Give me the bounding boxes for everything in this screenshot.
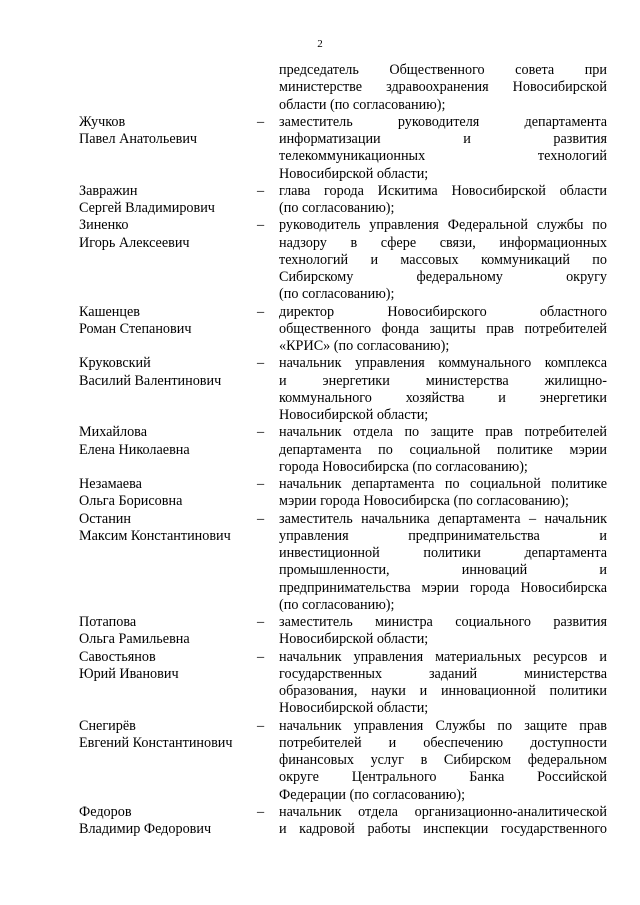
position-line: (по согласованию); [279,286,395,303]
member-given-names: Ольга Борисовна [79,493,183,510]
member-surname: Потапова [79,614,137,630]
member-given-names: Павел Анатольевич [79,131,198,147]
member-name [79,183,254,218]
member-surname: Снегирёв [79,717,136,734]
separator-dash: – [257,648,265,665]
member-given-names: Игорь Алексеевич [79,234,190,251]
position-line: округе Центрального Банка Российской [279,769,607,786]
position-line: управления предпринимательства и [279,527,607,544]
member-name [79,114,254,149]
separator-dash: – [257,182,265,199]
member-surname: Останин [79,510,131,527]
position-line: Новосибирской области; [279,631,429,648]
member-position [279,649,607,718]
member-surname: Зиненко [79,217,129,234]
member-position [279,424,607,476]
position-line: начальник отдела по защите прав потребителей [279,424,607,441]
member-position [279,804,607,839]
member-name [79,614,254,649]
position-line: Новосибирской области; [279,165,429,182]
member-position [279,62,607,114]
member-surname: Завражин [79,182,138,199]
member-entry [0,304,640,356]
position-line: коммунального хозяйства и энергетики [279,389,607,406]
position-line: финансовых услуг в Сибирском федеральном [279,752,607,768]
position-line: государственных заданий министерства [279,665,607,682]
separator-dash: – [257,510,265,527]
position-line: образования, науки и инновационной политики [279,683,607,699]
position-line: города Новосибирска (по согласованию); [279,458,528,475]
member-name [79,476,254,511]
member-given-names: Елена Николаевна [79,441,190,458]
separator-dash: – [257,355,265,372]
separator-dash: – [257,113,265,130]
member-given-names: Юрий Иванович [79,665,179,682]
commission-members-list [0,62,640,838]
position-line: Новосибирской области; [279,700,429,717]
position-line: (по согласованию); [279,200,395,216]
member-position [279,476,607,511]
member-surname: Жучков [79,113,126,130]
member-position [279,511,607,615]
position-line: начальник управления коммунального комплекса [279,355,607,372]
position-line: начальник управления материальных ресурсов и [279,648,607,665]
position-line: надзору в сфере связи, информационных [279,234,607,251]
member-position [279,217,607,303]
position-line: и энергетики министерства жилищно- [279,372,607,389]
position-line: руководитель управления Федеральной службы по [279,217,607,234]
member-given-names: Роман Степанович [79,320,192,337]
separator-dash: – [257,717,265,734]
position-line: Сибирскому федеральному округу [279,269,607,285]
position-line: информатизации и развития [279,131,607,147]
position-line: мэрии города Новосибирска (по согласованию); [279,493,569,510]
position-line: глава города Искитима Новосибирской области [279,182,607,199]
separator-dash: – [257,476,265,492]
member-name [79,718,254,753]
member-given-names: Ольга Рамильевна [79,631,190,648]
member-name [79,424,254,459]
member-entry [0,424,640,476]
member-surname: Савостьянов [79,648,156,665]
member-entry [0,476,640,511]
separator-dash: – [257,614,265,630]
position-line: заместитель руководителя департамента [279,113,607,130]
separator-dash: – [257,217,265,234]
member-name [79,804,254,839]
member-given-names: Владимир Федорович [79,821,212,837]
position-line: потребителей и обеспечению доступности [279,734,607,751]
member-surname: Кашенцев [79,303,140,320]
member-position [279,614,607,649]
member-surname: Михайлова [79,424,147,441]
member-given-names: Сергей Владимирович [79,200,215,216]
member-entry [0,217,640,303]
member-entry [0,804,640,839]
member-surname: Незамаева [79,476,142,492]
member-position [279,114,607,183]
position-line: председатель Общественного совета при [279,62,607,78]
position-line: промышленности, инноваций и [279,562,607,579]
position-line: заместитель министра социального развития [279,614,607,630]
member-entry [0,183,640,218]
member-position [279,718,607,804]
member-entry [0,718,640,804]
member-entry [0,511,640,615]
separator-dash: – [257,303,265,320]
member-given-names: Евгений Константинович [79,734,233,751]
position-line: начальник департамента по социальной политике [279,476,607,492]
member-name [79,511,254,546]
position-line: начальник управления Службы по защите прав [279,717,607,734]
separator-dash: – [257,803,265,820]
position-line: «КРИС» (по согласованию); [279,338,450,354]
member-given-names: Василий Валентинович [79,372,222,389]
member-position [279,304,607,356]
member-position [279,355,607,424]
member-position [279,183,607,218]
member-entry [0,649,640,718]
position-line: области (по согласованию); [279,96,446,113]
position-line: Федерации (по согласованию); [279,786,466,803]
member-name [79,355,254,390]
member-name [79,304,254,339]
position-line: общественного фонда защиты прав потребителей [279,320,607,337]
position-line: начальник отдела организационно-аналитической [279,803,607,820]
member-surname: Федоров [79,803,132,820]
page-number: 2 [317,38,323,50]
separator-dash: – [257,424,265,441]
position-line: Новосибирской области; [279,407,429,423]
position-line: инвестиционной политики департамента [279,545,607,561]
position-line: департамента по социальной политике мэрии [279,441,607,458]
member-entry [0,355,640,424]
position-line: директор Новосибирского областного [279,303,607,320]
member-name [79,217,254,252]
member-surname: Круковский [79,355,151,372]
member-entry [0,614,640,649]
position-line: (по согласованию); [279,596,395,613]
member-entry [0,114,640,183]
position-line: и кадровой работы инспекции государственного [279,821,607,837]
position-line: технологий и массовых коммуникаций по [279,251,607,268]
position-line: предпринимательства мэрии города Новосибирска [279,579,607,596]
position-line: телекоммуникационных технологий [279,148,607,165]
member-given-names: Максим Константинович [79,527,231,544]
member-entry [0,62,640,114]
position-line: министерстве здравоохранения Новосибирской [279,79,607,96]
member-name [79,649,254,684]
position-line: заместитель начальника департамента – начальник [279,510,607,527]
